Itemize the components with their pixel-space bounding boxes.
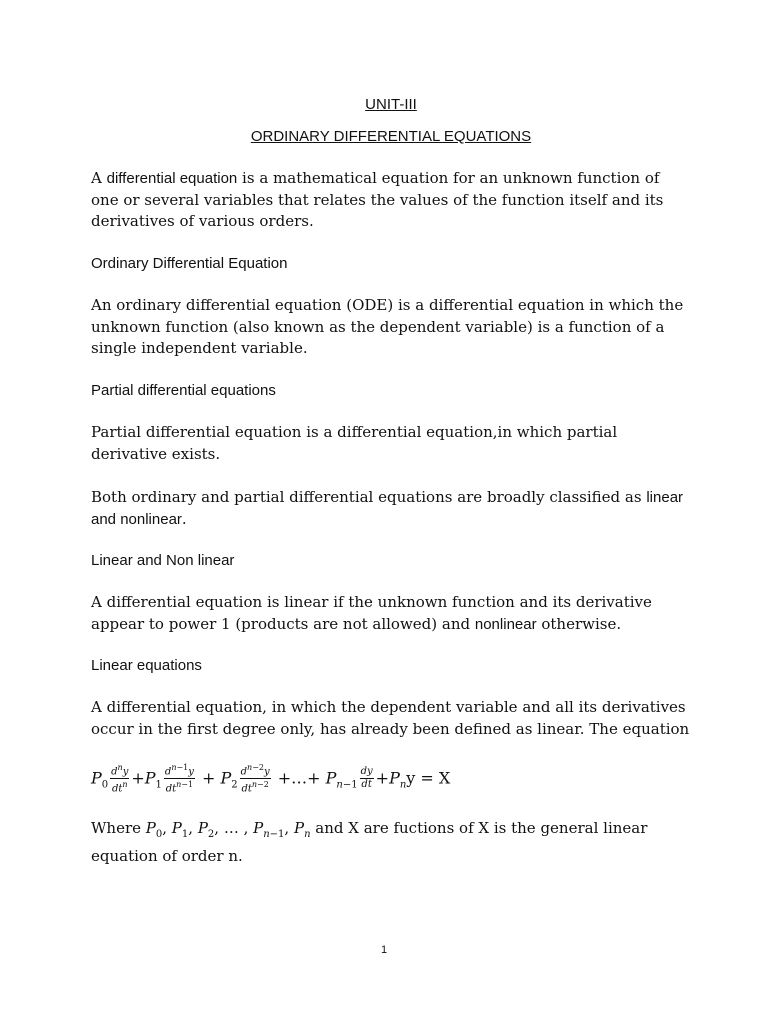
where-paragraph: Where $P_0$, $P_1$, $P_2$, … , $P_{n-1}$, $P_n$ and X are fuctions of X is the general linear equation of order n.	[91, 819, 648, 865]
general-linear-equation: $P_0$ $\frac{d^ny}{dt^n}$ $+P_1$ $\frac{d^{n-1}y}{dt^{n-1}}$ + $P_2$ $\frac{d^{n-2}y}{dt^{n-2}}$ +…+ $P_{n-1}$ $\frac{dy}{dt}$ $+P_ny = X$	[91, 763, 451, 795]
page-number: 1	[380, 944, 388, 956]
ode-heading: Ordinary Differential Equation	[91, 255, 288, 272]
term-linear-nonlinear: linear and nonlinear	[91, 489, 684, 528]
unit-heading: UNIT-III	[365, 96, 417, 113]
linear-nonlinear-heading: Linear and Non linear	[91, 552, 235, 569]
coefficient-list: $P_0$, $P_1$, $P_2$, … , $P_{n-1}$, $P_n$	[145, 819, 311, 840]
term-differential-equation: differential equation	[106, 170, 238, 187]
pde-paragraph: Partial differential equation is a differential equation,in which partial derivative exists.	[91, 423, 618, 463]
linear-equations-paragraph: A differential equation, in which the dependent variable and all its derivatives occur in the first degree only, has already been defined as linear. The equation	[91, 698, 690, 738]
pde-heading: Partial differential equations	[91, 382, 276, 399]
term-nonlinear: nonlinear	[474, 615, 537, 633]
linear-equations-heading: Linear equations	[91, 657, 202, 674]
intro-paragraph: A differential equation is a mathematical equation for an unknown function of one or several variables that relates the values of the function itself and its derivatives of various orders.	[91, 169, 664, 230]
ode-paragraph: An ordinary differential equation (ODE) is a differential equation in which the unknown function (also known as the dependent variable) is a function of a single independent variable.	[91, 296, 684, 357]
linear-nonlinear-paragraph: A differential equation is linear if the unknown function and its derivative appear to power 1 (products are not allowed) and nonlinear otherwise.	[91, 593, 652, 633]
classification-paragraph: Both ordinary and partial differential equations are broadly classified as linear and nonlinear.	[91, 488, 684, 528]
page-title: ORDINARY DIFFERENTIAL EQUATIONS	[250, 128, 532, 145]
